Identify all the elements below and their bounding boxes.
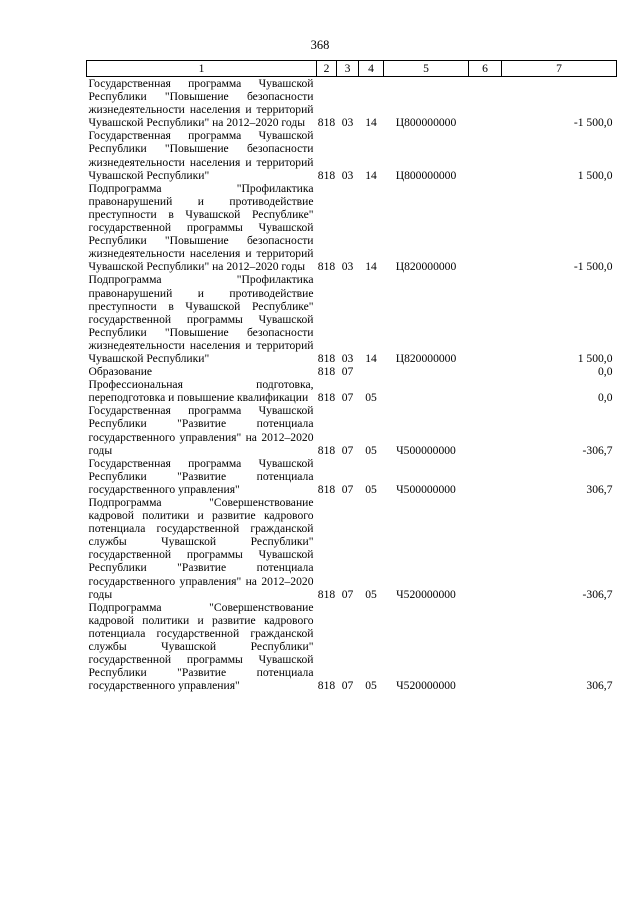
- row-amount-cell: 306,7: [586, 482, 613, 496]
- row-name-cell: Подпрограмма "Совершенствование кадровой политики и развитие кадрового потенциала государственной гражданской службы Чувашской Республики" государственной программы Чувашской Республики "Развитие потенциала государственного управления" на 2012–2020 годы: [88, 496, 314, 601]
- row-subsection-cell: [359, 365, 384, 378]
- row-type-cell: [469, 273, 502, 365]
- row-name-cell: Образование: [88, 365, 153, 379]
- row-amount-cell: -1 500,0: [573, 260, 613, 274]
- column-header: 1: [87, 61, 317, 77]
- row-target-cell: Ц820000000: [395, 351, 457, 365]
- column-header: 2: [317, 61, 337, 77]
- table-body: [87, 77, 617, 693]
- table-row: [87, 404, 617, 456]
- row-target-cell: Ц820000000: [395, 260, 457, 274]
- row-target-cell: Ц800000000: [395, 168, 457, 182]
- row-amount-cell: 306,7: [586, 679, 613, 693]
- row-type-cell: [469, 77, 502, 130]
- row-amount-cell: 0,0: [598, 365, 613, 379]
- row-target-cell: Ч520000000: [396, 587, 456, 601]
- row-ministry-cell: 818: [317, 443, 336, 457]
- row-ministry-cell: 818: [317, 679, 336, 693]
- row-target-cell: [384, 378, 469, 404]
- row-subsection-cell: 05: [365, 391, 377, 405]
- row-type-cell: [469, 129, 502, 181]
- row-section-cell: 03: [341, 351, 354, 365]
- row-type-cell: [469, 601, 502, 693]
- table-row: [87, 77, 617, 130]
- row-ministry-cell: 818: [317, 116, 336, 130]
- row-amount-cell: 1 500,0: [577, 351, 613, 365]
- row-subsection-cell: 14: [365, 260, 377, 274]
- budget-table: [86, 60, 617, 692]
- table-row: [87, 601, 617, 693]
- column-header: 3: [337, 61, 359, 77]
- column-header: 4: [359, 61, 384, 77]
- row-target-cell: [384, 365, 469, 378]
- row-section-cell: 03: [341, 168, 354, 182]
- column-header: 7: [502, 61, 617, 77]
- row-name-cell: Подпрограмма "Совершенствование кадровой политики и развитие кадрового потенциала государственной гражданской службы Чувашской Республики" государственной программы Чувашской Республики "Развитие потенциала государственного управления": [88, 600, 314, 693]
- row-ministry-cell: 818: [317, 482, 336, 496]
- row-type-cell: [469, 404, 502, 456]
- table-row: [87, 365, 617, 378]
- row-ministry-cell: 818: [317, 391, 336, 405]
- row-section-cell: 07: [341, 365, 354, 379]
- table-row: [87, 496, 617, 601]
- page-number: 368: [310, 38, 330, 52]
- table-row: [87, 457, 617, 496]
- row-subsection-cell: 14: [365, 351, 377, 365]
- row-target-cell: Ч500000000: [396, 482, 456, 496]
- row-name-cell: Подпрограмма "Профилактика правонарушений и противодействие преступности в Чувашской Республике" государственной программы Чувашской Республики "Повышение безопасности жизнедеятельности населения и территорий Чувашской Республики" на 2012–2020 годы: [88, 181, 314, 274]
- row-section-cell: 07: [341, 443, 354, 457]
- row-type-cell: [469, 378, 502, 404]
- row-subsection-cell: 05: [365, 482, 377, 496]
- row-amount-cell: -1 500,0: [573, 116, 613, 130]
- row-amount-cell: -306,7: [582, 587, 613, 601]
- row-amount-cell: -306,7: [582, 443, 613, 457]
- row-amount-cell: 1 500,0: [577, 168, 613, 182]
- row-ministry-cell: 818: [317, 260, 336, 274]
- row-section-cell: 07: [341, 587, 354, 601]
- row-subsection-cell: 14: [365, 168, 377, 182]
- table-row: [87, 378, 617, 404]
- row-type-cell: [469, 496, 502, 601]
- table-row: [87, 182, 617, 274]
- row-type-cell: [469, 365, 502, 378]
- row-name-cell: Государственная программа Чувашской Республики "Развитие потенциала государственного управления": [88, 456, 314, 496]
- row-name-cell: Государственная программа Чувашской Республики "Повышение безопасности жизнедеятельности населения и территорий Чувашской Республики": [88, 129, 314, 182]
- row-ministry-cell: 818: [317, 351, 336, 365]
- table-row: [87, 129, 617, 181]
- column-header: 5: [384, 61, 469, 77]
- table-header-row: [87, 61, 617, 77]
- row-target-cell: Ч520000000: [396, 679, 456, 693]
- row-amount-cell: 0,0: [598, 391, 613, 405]
- row-section-cell: 07: [341, 482, 354, 496]
- row-section-cell: 03: [341, 260, 354, 274]
- row-ministry-cell: 818: [317, 365, 336, 379]
- row-target-cell: Ц800000000: [395, 116, 457, 130]
- row-name-cell: Государственная программа Чувашской Республики "Развитие потенциала государственного управления" на 2012–2020 годы: [88, 404, 314, 457]
- row-subsection-cell: 05: [365, 679, 377, 693]
- row-section-cell: 03: [341, 116, 354, 130]
- row-name-cell: Подпрограмма "Профилактика правонарушений и противодействие преступности в Чувашской Республике" государственной программы Чувашской Республики "Повышение безопасности жизнедеятельности населения и территорий Чувашской Республики": [88, 273, 314, 365]
- row-target-cell: Ч500000000: [396, 443, 456, 457]
- row-name-cell: Профессиональная подготовка, переподготовка и повышение квалификации: [88, 378, 314, 405]
- row-ministry-cell: 818: [317, 168, 336, 182]
- column-header: 6: [469, 61, 502, 77]
- row-subsection-cell: 14: [365, 116, 377, 130]
- row-section-cell: 07: [341, 679, 354, 693]
- row-ministry-cell: 818: [317, 587, 336, 601]
- row-type-cell: [469, 457, 502, 496]
- row-subsection-cell: 05: [365, 443, 377, 457]
- row-section-cell: 07: [341, 391, 354, 405]
- row-name-cell: Государственная программа Чувашской Республики "Повышение безопасности жизнедеятельности населения и территорий Чувашской Республики" на 2012–2020 годы: [88, 77, 314, 130]
- row-subsection-cell: 05: [365, 587, 377, 601]
- row-type-cell: [469, 182, 502, 274]
- table-row: [87, 273, 617, 365]
